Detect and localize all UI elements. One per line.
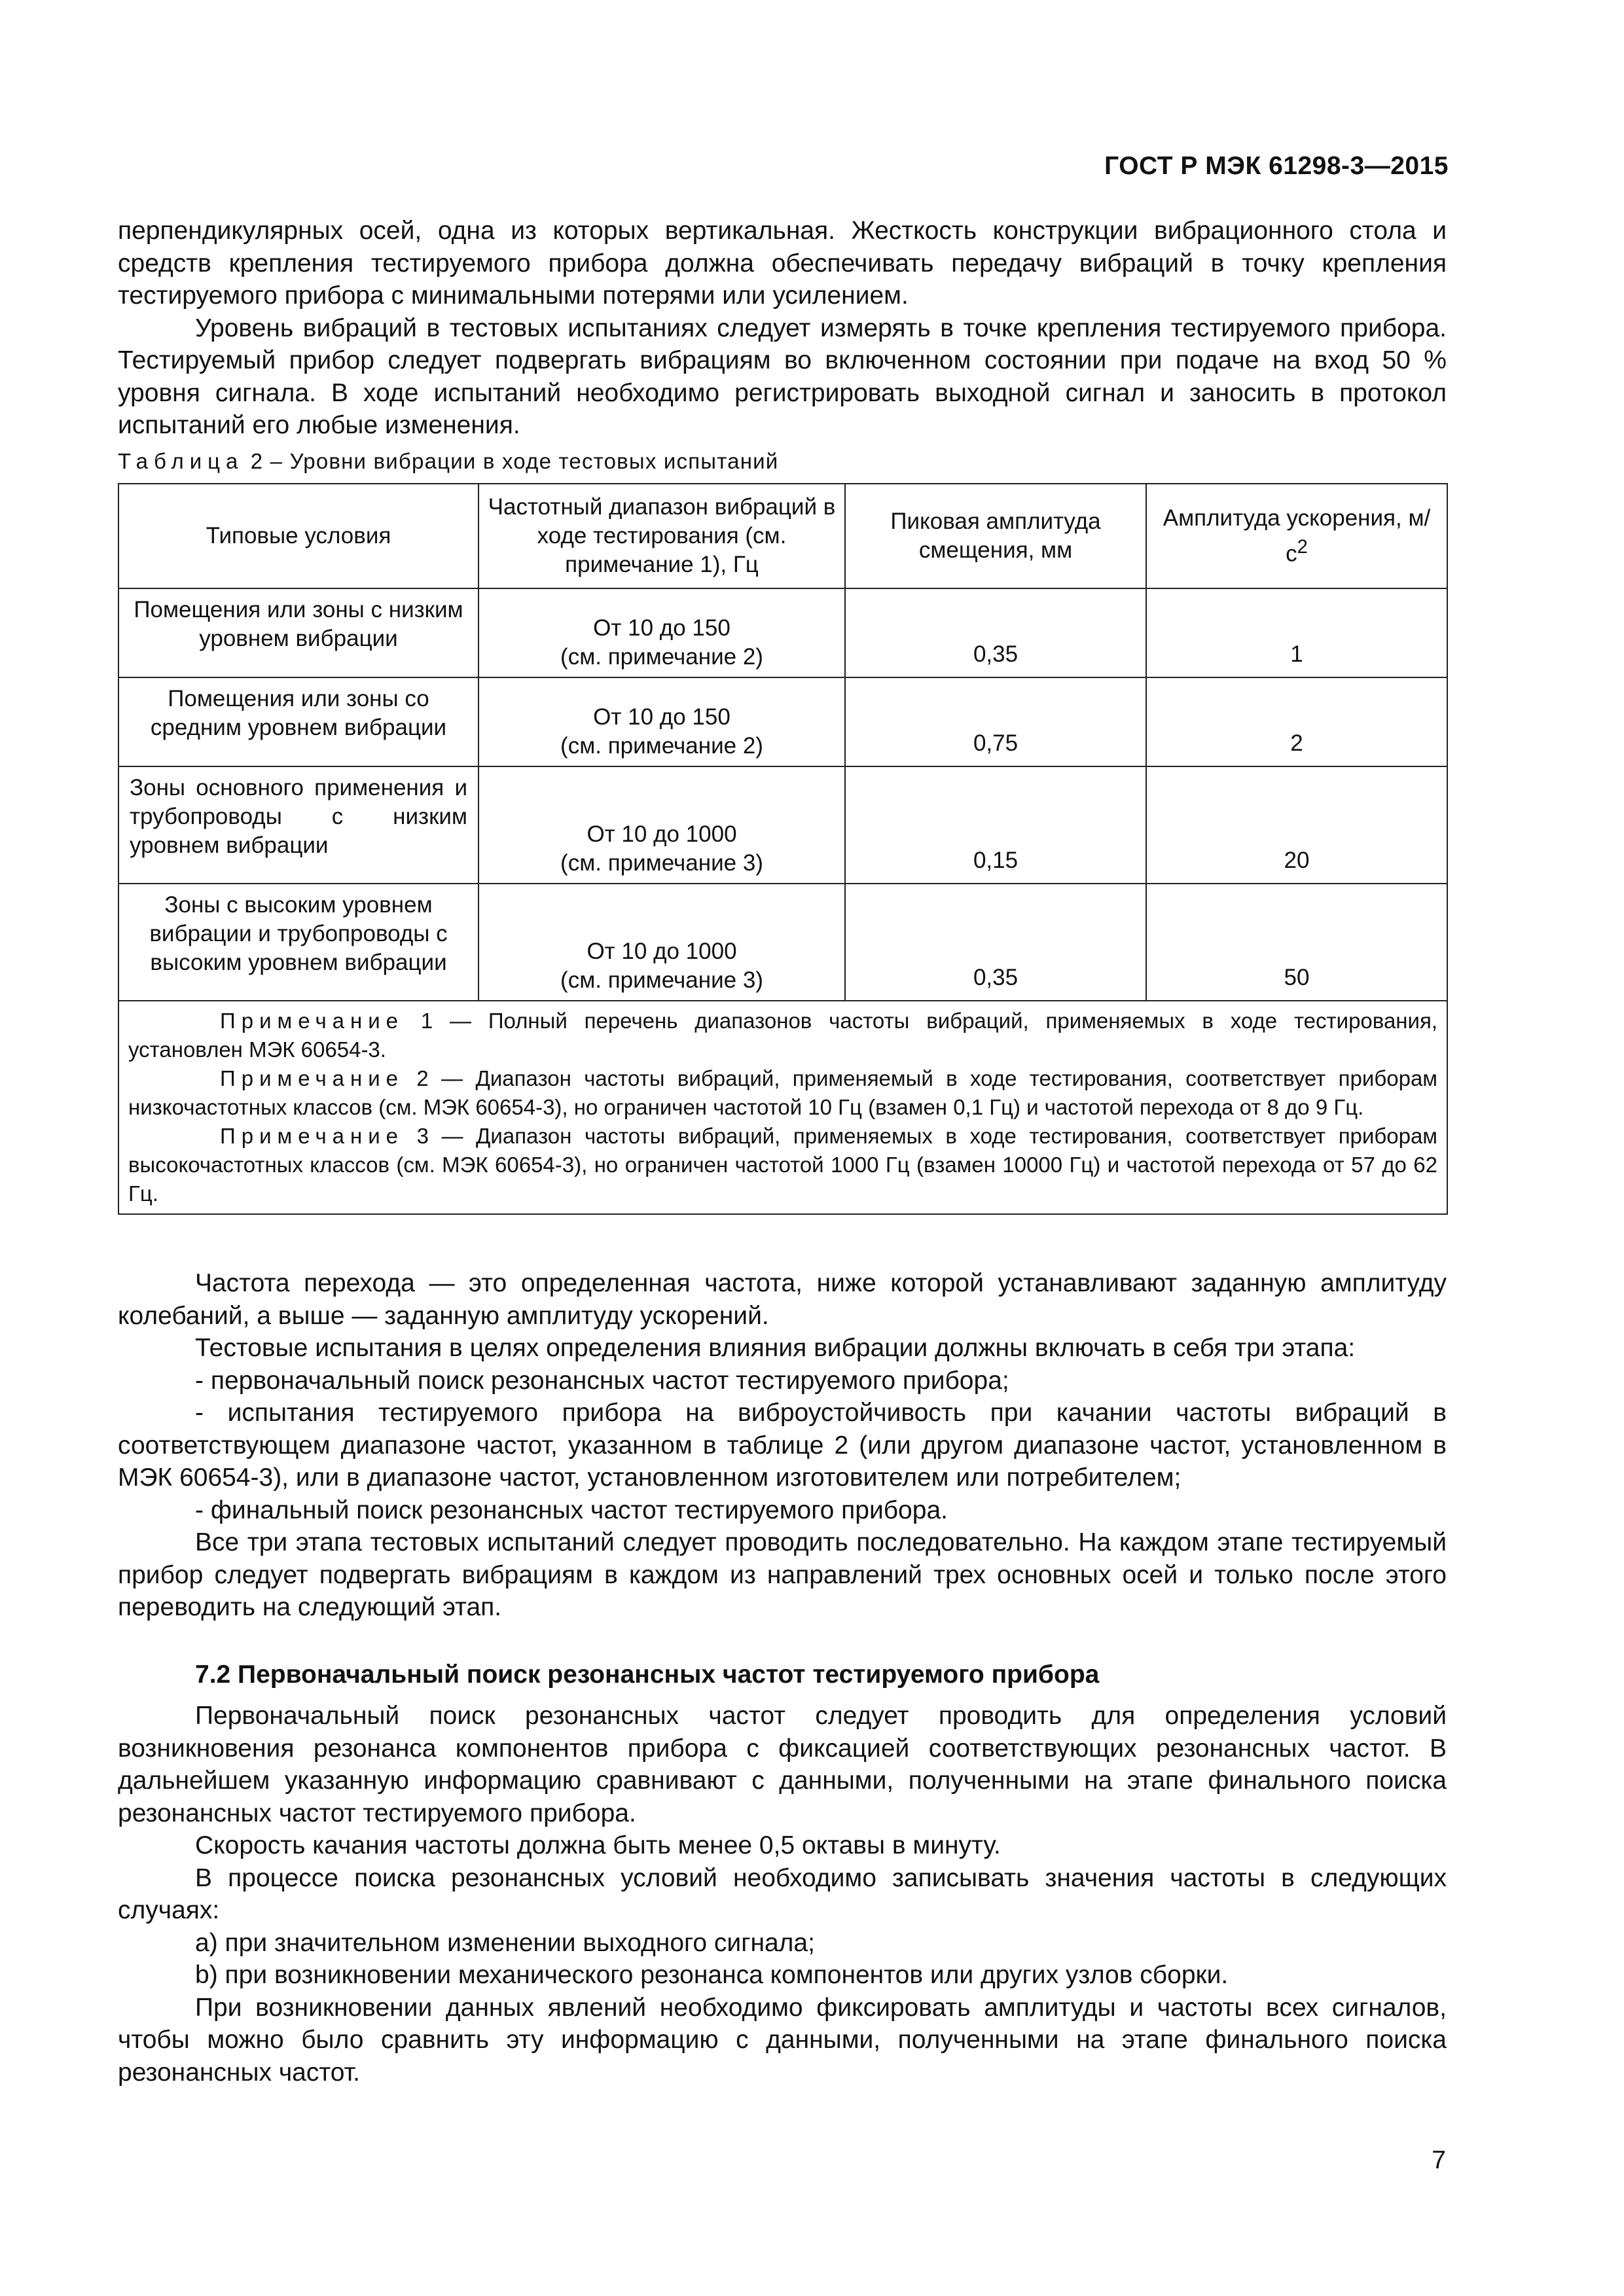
vibration-levels-table: [118, 483, 1448, 1215]
cell-displacement: 0,15: [845, 766, 1146, 884]
page-number: 7: [1432, 2146, 1446, 2174]
cell-conditions: Помещения или зоны со средним уровнем вибрации: [118, 677, 478, 766]
frequency-range: От 10 до 1000: [586, 939, 737, 964]
paragraph: Скорость качания частоты должна быть менее 0,5 октавы в минуту.: [195, 1831, 1001, 1859]
cell-conditions: Зоны основного применения и трубопроводы с низким уровнем вибрации: [118, 766, 478, 884]
paragraph: Первоначальный поиск резонансных частот следует проводить для определения условий возникновения резонанса компонентов прибора с фиксацией соответствующих резонансных частот. В дальнейшем указанную информацию сравнивают с данными, полученными на этапе финального поиска резонансных частот тестируемого прибора.: [118, 1702, 1447, 1827]
frequency-range: От 10 до 150: [593, 704, 731, 730]
table-header-row: [118, 484, 1447, 588]
header-conditions: Типовые условия: [118, 484, 478, 588]
paragraph: Тестовые испытания в целях определения влияния вибрации должны включать в себя три этапа:: [195, 1334, 1356, 1362]
list-item: - первоначальный поиск резонансных частот тестируемого прибора;: [195, 1366, 1009, 1395]
header-acceleration: [1146, 484, 1447, 588]
table-caption-label: Таблица: [118, 449, 244, 473]
cell-acceleration: 20: [1146, 766, 1447, 884]
table-caption: [118, 449, 778, 474]
cell-frequency: [478, 766, 845, 884]
table-row: [118, 588, 1447, 677]
frequency-range: От 10 до 150: [593, 615, 731, 641]
body-text-top: [118, 215, 1447, 442]
list-item: b) при возникновении механического резонанса компонентов или других узлов сборки.: [195, 1961, 1229, 1989]
paragraph: перпендикулярных осей, одна из которых вертикальная. Жесткость конструкции вибрационного стола и средств крепления тестируемого прибора должна обеспечивать передачу вибраций в точку крепления тестируемого прибора с минимальными потерями или усилением.: [118, 217, 1447, 310]
cell-acceleration: 50: [1146, 884, 1447, 1001]
paragraph: Уровень вибраций в тестовых испытаниях следует измерять в точке крепления тестируемого прибора. Тестируемый прибор следует подвергать вибрациям во включенном состоянии при подаче на вход 50 % уровня сигнала. В ходе испытаний необходимо регистрировать выходной сигнал и заносить в протокол испытаний его любые изменения.: [118, 314, 1447, 439]
frequency-note: (см. примечание 3): [560, 967, 763, 993]
note-label: Примечание: [220, 1066, 405, 1090]
document-header-code: ГОСТ Р МЭК 61298-3—2015: [1104, 152, 1449, 180]
cell-conditions: Помещения или зоны с низким уровнем вибрации: [118, 588, 478, 677]
paragraph: Частота перехода — это определенная частота, ниже которой устанавливают заданную амплитуду колебаний, а выше — заданную амплитуду ускорений.: [118, 1269, 1447, 1330]
body-text-bottom: [118, 1700, 1447, 2089]
cell-displacement: 0,35: [845, 884, 1146, 1001]
note-label: Примечание: [220, 1009, 405, 1033]
table-row: [118, 884, 1447, 1001]
frequency-note: (см. примечание 3): [560, 850, 763, 876]
table-note: [128, 1007, 1437, 1064]
table-caption-text: 2 – Уровни вибрации в ходе тестовых испытаний: [244, 449, 779, 473]
cell-frequency: [478, 588, 845, 677]
table-note: [128, 1064, 1437, 1122]
paragraph: В процессе поиска резонансных условий необходимо записывать значения частоты в следующих случаях:: [118, 1863, 1447, 1924]
cell-frequency: [478, 677, 845, 766]
paragraph: При возникновении данных явлений необходимо фиксировать амплитуды и частоты всех сигналов, чтобы можно было сравнить эту информацию с данными, полученными на этапе финального поиска резонансных частот.: [118, 1993, 1447, 2087]
table-note: [128, 1122, 1437, 1208]
header-acceleration-sup: 2: [1297, 536, 1308, 558]
cell-displacement: 0,75: [845, 677, 1146, 766]
list-item: а) при значительном изменении выходного сигнала;: [195, 1928, 815, 1957]
paragraph: Все три этапа тестовых испытаний следует проводить последовательно. На каждом этапе тестируемый прибор следует подвергать вибрациям в каждом из направлений трех основных осей и только после этого переводить на следующий этап.: [118, 1528, 1447, 1621]
list-item: - финальный поиск резонансных частот тестируемого прибора.: [195, 1496, 948, 1524]
list-item: - испытания тестируемого прибора на виброустойчивость при качании частоты вибраций в соответствующем диапазоне частот, указанном в таблице 2 (или другом диапазоне частот, установленном в МЭК 60654-3), или в диапазоне частот, установленном изготовителем или потребителем;: [118, 1399, 1447, 1492]
body-text-middle: [118, 1267, 1447, 1624]
header-acceleration-text: Амплитуда ускорения, м/с: [1163, 505, 1431, 567]
cell-frequency: [478, 884, 845, 1001]
note-text: 2 — Диапазон частоты вибраций, применяемый в ходе тестирования, соответствует приборам низкочастотных классов (см. МЭК 60654-3), но ограничен частотой 10 Гц (взамен 0,1 Гц) и частотой перехода от 8 до 9 Гц.: [128, 1066, 1437, 1119]
table-notes: [118, 1001, 1447, 1214]
frequency-note: (см. примечание 2): [560, 644, 763, 670]
note-text: 1 — Полный перечень диапазонов частоты вибраций, применяемых в ходе тестирования, установлен МЭК 60654-3.: [128, 1009, 1437, 1062]
frequency-range: От 10 до 1000: [586, 821, 737, 847]
header-frequency: Частотный диапазон вибраций в ходе тестирования (см. примечание 1), Гц: [478, 484, 845, 588]
table-notes-row: [118, 1001, 1447, 1214]
frequency-note: (см. примечание 2): [560, 733, 763, 759]
section-title: 7.2 Первоначальный поиск резонансных частот тестируемого прибора: [195, 1660, 1100, 1689]
cell-displacement: 0,35: [845, 588, 1146, 677]
note-label: Примечание: [220, 1124, 405, 1148]
note-text: 3 — Диапазон частоты вибраций, применяемых в ходе тестирования, соответствует приборам высокочастотных классов (см. МЭК 60654-3), но ограничен частотой 1000 Гц (взамен 10000 Гц) и частотой перехода от 57 до 62 Гц.: [128, 1124, 1437, 1206]
cell-acceleration: 2: [1146, 677, 1447, 766]
cell-acceleration: 1: [1146, 588, 1447, 677]
table-row: [118, 677, 1447, 766]
cell-conditions: Зоны с высоким уровнем вибрации и трубопроводы с высоким уровнем вибрации: [118, 884, 478, 1001]
table-row: [118, 766, 1447, 884]
header-displacement: Пиковая амплитуда смещения, мм: [845, 484, 1146, 588]
